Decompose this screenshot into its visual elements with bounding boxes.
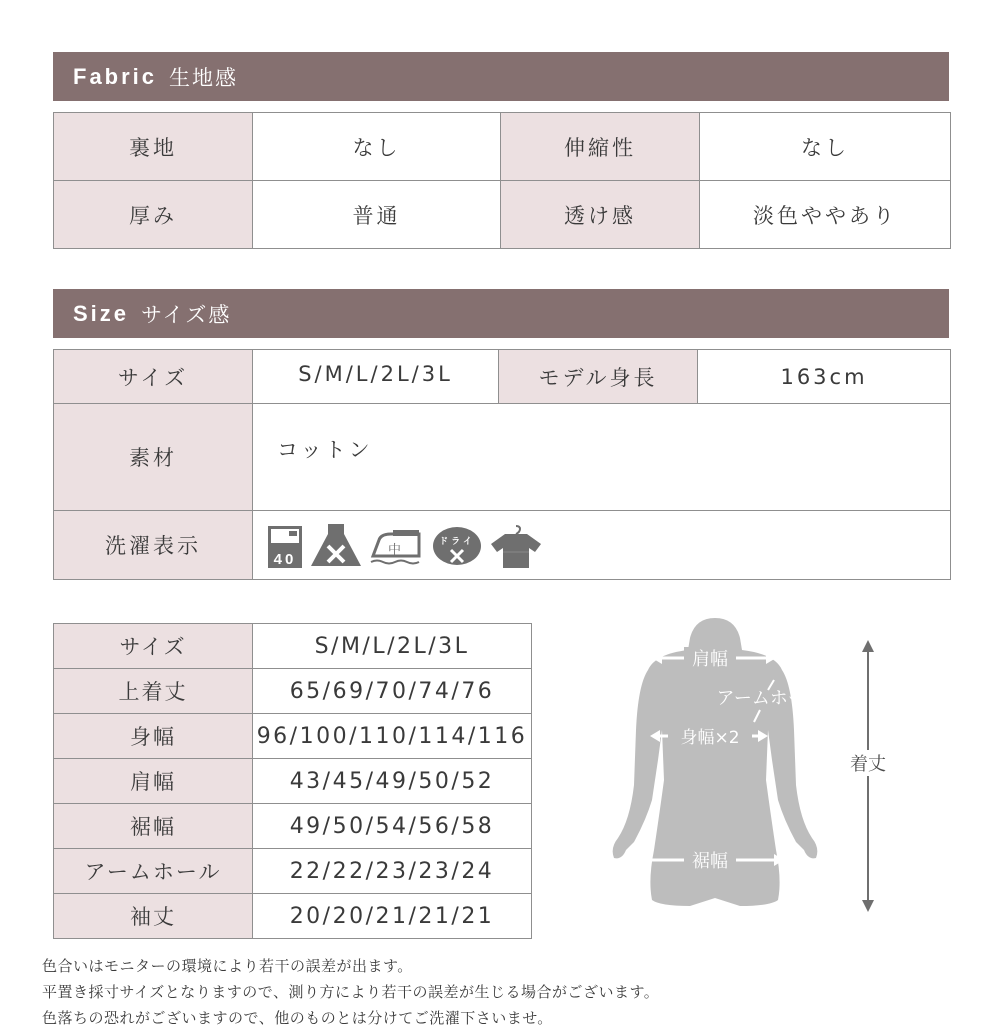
dry-clean-icon: [431, 522, 483, 568]
table-row: [54, 849, 532, 894]
model-height-value: 163cm: [698, 350, 951, 404]
thickness-label: 厚み: [54, 181, 253, 249]
dim-label-sleeve: 袖丈: [54, 894, 253, 939]
care-icons: [253, 511, 950, 579]
table-row: [54, 804, 532, 849]
dim-label-shoulder: 肩幅: [54, 759, 253, 804]
iron-setting-text: 中: [387, 543, 405, 558]
material-value: コットン: [253, 404, 951, 511]
length-label: 着丈: [850, 754, 886, 775]
table-row: [54, 350, 951, 404]
dim-value-length: 65/69/70/74/76: [253, 669, 532, 714]
size-value: S/M/L/2L/3L: [253, 350, 499, 404]
dim-value-size: S/M/L/2L/3L: [253, 624, 532, 669]
stretch-value: なし: [700, 113, 951, 181]
table-row: [54, 404, 951, 511]
dim-value-hem: 49/50/54/56/58: [253, 804, 532, 849]
table-row: [54, 113, 951, 181]
chest-label: 身幅×2: [680, 728, 740, 748]
size-table: [53, 349, 951, 580]
fabric-header-en: Fabric: [73, 63, 158, 89]
care-label: 洗濯表示: [54, 511, 253, 580]
fabric-header-jp: 生地感: [169, 65, 239, 90]
wash-temp-text: 40: [273, 551, 297, 568]
dim-label-size: サイズ: [54, 624, 253, 669]
dim-label-armhole: アームホール: [54, 849, 253, 894]
hem-label: 裾幅: [692, 851, 728, 872]
shoulder-label: 肩幅: [692, 649, 728, 670]
sheerness-value: 淡色ややあり: [700, 181, 951, 249]
size-section-header: [53, 289, 949, 338]
table-row: [54, 511, 951, 580]
lining-label: 裏地: [54, 113, 253, 181]
dim-label-length: 上着丈: [54, 669, 253, 714]
material-label: 素材: [54, 404, 253, 511]
fabric-section-header: [53, 52, 949, 101]
garment-measurement-diagram: [560, 610, 890, 920]
lining-value: なし: [253, 113, 501, 181]
dry-clean-text: ドライ: [439, 537, 475, 547]
size-header-en: Size: [73, 300, 130, 326]
model-height-label: モデル身長: [499, 350, 698, 404]
armhole-label: アームホール: [716, 688, 824, 709]
dim-value-chest: 96/100/110/114/116: [253, 714, 532, 759]
care-icons-cell: [253, 511, 951, 580]
stretch-label: 伸縮性: [501, 113, 700, 181]
note-color: 色合いはモニターの環境により若干の誤差が出ます。: [42, 957, 413, 975]
dim-label-hem: 裾幅: [54, 804, 253, 849]
table-row: [54, 894, 532, 939]
dim-value-sleeve: 20/20/21/21/21: [253, 894, 532, 939]
dimensions-table: [53, 623, 532, 939]
dim-value-shoulder: 43/45/49/50/52: [253, 759, 532, 804]
table-row: [54, 669, 532, 714]
dim-label-chest: 身幅: [54, 714, 253, 759]
iron-medium-icon: [369, 522, 425, 568]
size-header-jp: サイズ感: [141, 302, 232, 327]
table-row: [54, 759, 532, 804]
notes: [42, 953, 659, 1031]
no-bleach-icon: [309, 522, 363, 568]
table-row: [54, 714, 532, 759]
table-row: [54, 181, 951, 249]
fabric-table: [53, 112, 951, 249]
thickness-value: 普通: [253, 181, 501, 249]
note-washing: 色落ちの恐れがございますので、他のものとは分けてご洗濯下さいませ。: [42, 1009, 553, 1027]
table-row: [54, 624, 532, 669]
size-label: サイズ: [54, 350, 253, 404]
dim-value-armhole: 22/22/23/23/24: [253, 849, 532, 894]
note-measurement: 平置き採寸サイズとなりますので、測り方により若干の誤差が生じる場合がございます。: [42, 983, 660, 1001]
sheerness-label: 透け感: [501, 181, 700, 249]
machine-wash-40-icon: [267, 522, 303, 568]
hang-dry-icon: [489, 522, 543, 568]
